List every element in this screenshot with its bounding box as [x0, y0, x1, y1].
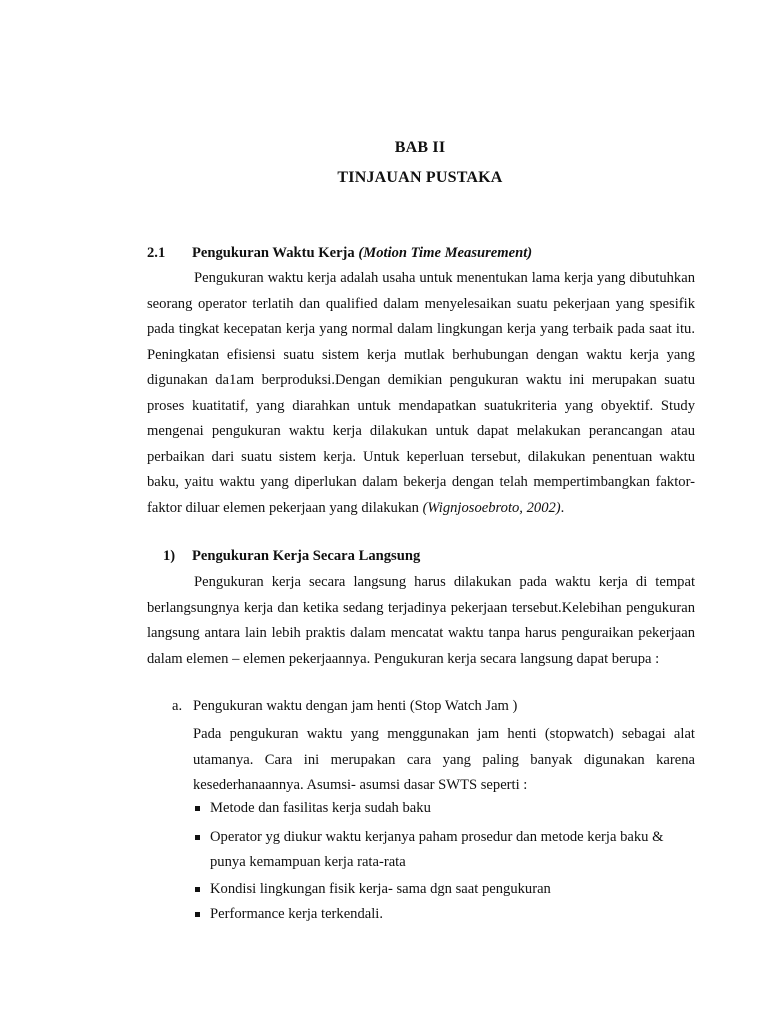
bullet-square-icon: [195, 912, 200, 917]
bullet-text: Operator yg diukur waktu kerjanya paham prosedur dan metode kerja baku & punya kemampuan kerja rata-rata: [210, 829, 664, 870]
list-item: [193, 902, 695, 927]
section-number: 2.1: [147, 245, 166, 261]
bullet-text: Performance kerja terkendali.: [210, 906, 384, 922]
subsection-number: 1): [163, 548, 176, 564]
bullet-list: [193, 796, 695, 927]
section-heading: [147, 245, 532, 262]
paragraph-1-text: Pengukuran waktu kerja adalah usaha untuk menentukan lama kerja yang dibutuhkan seorang operator terlatih dan qualified dalam menyelesaikan suatu pekerjaan yang spesifik pada tingkat kecepatan kerja yang normal dalam lingkungan kerja yang terbaik pada saat itu. Peningkatan efisiensi suatu sistem kerja mutlak berhubungan dengan waktu kerja yang digunakan da1am berproduksi.Dengan demikian pengukuran waktu ini merupakan suatu proses kuatitatif, yang diarahkan untuk mendapatkan suatukriteria yang obyektif. Study mengenai pengukuran waktu kerja dilakukan untuk dapat melakukan perancangan atau perbaikan dari suatu sistem kerja. Untuk keperluan tersebut, dilakukan penentuan waktu baku, yaitu waktu yang diperlukan dalam bekerja dengan telah mempertimbangkan faktor-faktor diluar elemen pekerjaan yang dilakukan: [147, 270, 695, 516]
list-item-a-label: a.: [172, 698, 183, 714]
chapter-title: TINJAUAN PUSTAKA: [337, 169, 503, 186]
list-item: [193, 825, 695, 875]
paragraph-2: [147, 570, 695, 672]
list-item-a: [172, 698, 517, 715]
list-item: [193, 877, 695, 902]
bullet-text: Metode dan fasilitas kerja sudah baku: [210, 800, 431, 816]
chapter-number: BAB II: [394, 139, 446, 156]
paragraph-1-citation: (Wignjosoebroto, 2002): [422, 499, 561, 516]
list-item-a-text: Pengukuran waktu dengan jam henti (Stop Watch Jam ): [193, 698, 518, 714]
subsection-heading: [163, 548, 420, 565]
list-item: [193, 796, 695, 821]
paragraph-1: [147, 266, 695, 521]
paragraph-3: Pada pengukuran waktu yang menggunakan jam henti (stopwatch) sebagai alat utamanya. Cara ini merupakan cara yang paling banyak digunakan karena kesederhanaannya. Asumsi- asumsi dasar SWTS seperti :: [193, 726, 695, 793]
bullet-square-icon: [195, 806, 200, 811]
bullet-square-icon: [195, 887, 200, 892]
bullet-square-icon: [195, 835, 200, 840]
paragraph-1-end: .: [560, 499, 565, 516]
paragraph-2-text: Pengukuran kerja secara langsung harus dilakukan pada waktu kerja di tempat berlangsungnya kerja dan ketika sedang terjadinya pekerjaan tersebut.Kelebihan pengukuran langsung antara lain lebih praktis dalam mencatat waktu tanpa harus penguraikan pekerjaan dalam elemen – elemen pekerjaannya. Pengukuran kerja secara langsung dapat berupa :: [147, 574, 695, 667]
subsection-title: Pengukuran Kerja Secara Langsung: [192, 548, 421, 564]
bullet-text: Kondisi lingkungan fisik kerja- sama dgn saat pengukuran: [210, 881, 551, 897]
section-title: Pengukuran Waktu Kerja: [192, 245, 355, 261]
section-title-italic: (Motion Time Measurement): [358, 245, 533, 261]
